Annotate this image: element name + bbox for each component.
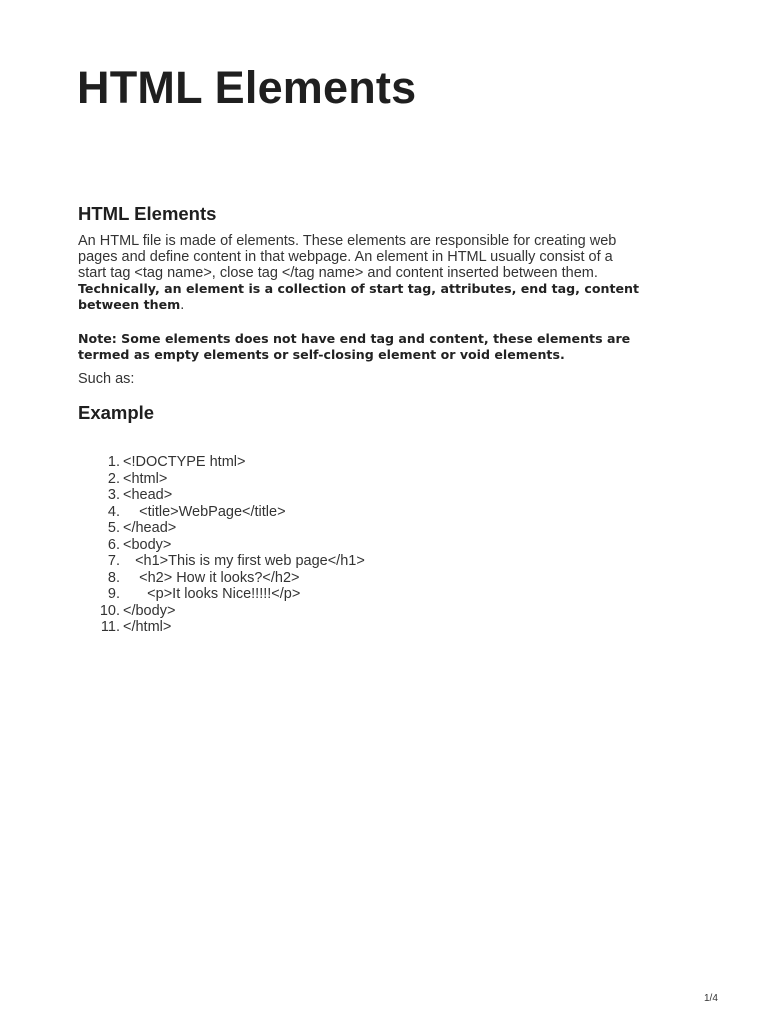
code-text: </html> — [123, 619, 172, 635]
line-number: 6. — [107, 536, 120, 553]
line-number: 9. — [107, 586, 120, 602]
code-text: <h1>This is my first web page</h1> — [123, 553, 365, 569]
code-line — [78, 537, 365, 554]
code-line — [78, 471, 365, 488]
line-number: 8. — [107, 569, 120, 586]
intro-line: start tag <tag name>, close tag </tag name> and content inserted between them. — [78, 265, 598, 281]
technical-definition-line: Technically, an element is a collection of start tag, attributes, end tag, content — [78, 281, 639, 296]
line-number: 7. — [107, 553, 120, 569]
technical-definition-period: . — [180, 297, 185, 313]
page-title: HTML Elements — [77, 62, 417, 113]
code-line — [78, 454, 365, 471]
code-text: <p>It looks Nice!!!!!</p> — [123, 586, 301, 602]
code-line — [78, 520, 365, 537]
code-line — [78, 586, 365, 603]
line-number: 5. — [107, 520, 120, 536]
code-text: </head> — [123, 520, 177, 536]
line-number: 10. — [99, 602, 120, 619]
code-line — [78, 603, 365, 620]
code-line — [78, 619, 365, 636]
intro-paragraph — [78, 233, 678, 313]
code-text: <head> — [123, 487, 173, 503]
code-text: <html> — [123, 470, 168, 487]
section-heading-example: Example — [78, 402, 155, 423]
section-heading-html-elements: HTML Elements — [78, 203, 217, 224]
line-number: 1. — [107, 454, 120, 470]
note-line: termed as empty elements or self-closing element or void elements. — [78, 347, 565, 362]
code-line — [78, 570, 365, 587]
line-number: 3. — [107, 487, 120, 503]
code-text: <body> — [123, 536, 172, 553]
code-text: <h2> How it looks?</h2> — [123, 569, 300, 586]
code-line — [78, 553, 365, 570]
code-line — [78, 504, 365, 521]
code-text: <!DOCTYPE html> — [123, 454, 246, 470]
page-number: 1/4 — [704, 993, 718, 1004]
intro-line: An HTML file is made of elements. These elements are responsible for creating web — [78, 233, 617, 249]
note-paragraph — [78, 331, 678, 363]
code-text: <title>WebPage</title> — [123, 503, 286, 520]
line-number: 2. — [107, 470, 120, 487]
note-line: Note: Some elements does not have end tag and content, these elements are — [78, 331, 631, 346]
intro-line: pages and define content in that webpage. An element in HTML usually consist of a — [78, 249, 613, 265]
line-number: 4. — [107, 503, 120, 520]
code-example-list — [78, 454, 365, 636]
code-line — [78, 487, 365, 504]
line-number: 11. — [100, 619, 120, 635]
such-as-text: Such as: — [78, 371, 135, 387]
code-text: </body> — [123, 602, 176, 619]
technical-definition-line: between them — [78, 297, 181, 312]
